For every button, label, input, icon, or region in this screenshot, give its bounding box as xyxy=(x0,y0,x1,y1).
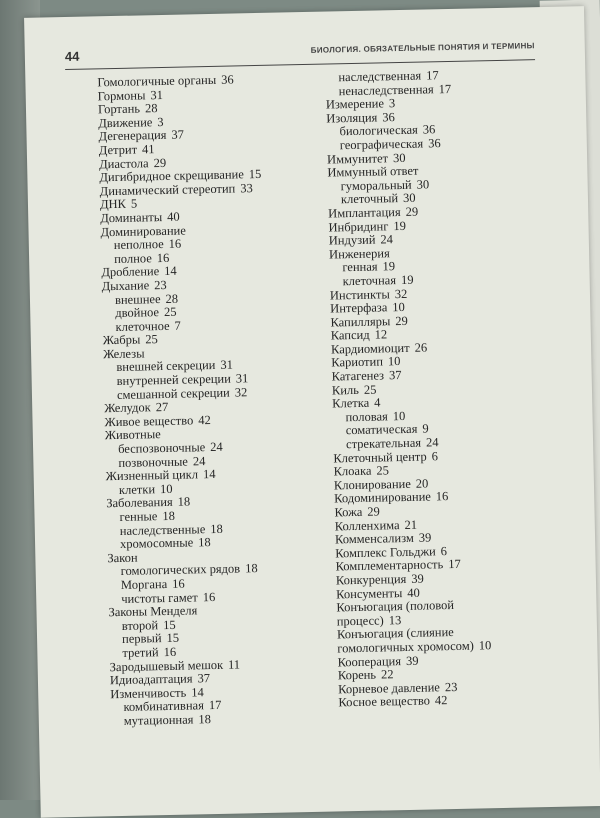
index-term: генная xyxy=(342,259,378,275)
index-term: комбинативная xyxy=(123,698,205,715)
index-page-number: 3 xyxy=(388,96,396,111)
index-term: Идиоадаптация xyxy=(109,671,193,688)
index-term: Иммунный ответ xyxy=(327,163,419,180)
index-term: Корневое давление xyxy=(338,680,441,697)
index-page-number: 24 xyxy=(425,435,439,450)
index-term: Имплантация xyxy=(328,204,401,221)
index-term: Движение xyxy=(98,114,153,131)
index-page-number: 10 xyxy=(392,300,405,315)
index-term: третий xyxy=(122,645,159,660)
index-term: Кооперация xyxy=(337,653,402,669)
index-page-number: 19 xyxy=(400,272,414,287)
index-page-number: 24 xyxy=(380,232,394,247)
index-term: Клоака xyxy=(333,463,372,479)
index-page-number: 36 xyxy=(382,109,395,125)
index-term: Колленхима xyxy=(334,517,400,534)
index-page-number: 18 xyxy=(198,712,212,727)
index-page-number: 16 xyxy=(172,576,185,591)
index-page-number: 29 xyxy=(395,313,408,328)
index-term: Гомологичные органы xyxy=(97,72,217,90)
index-term: наследственная xyxy=(338,68,422,85)
index-page-number: 7 xyxy=(174,318,181,333)
index-page-number: 4 xyxy=(374,395,381,410)
index-term: гомологичных хромосом) xyxy=(337,638,474,656)
index-term: Комплементарность xyxy=(335,557,444,574)
index-page-number: 10 xyxy=(392,408,406,424)
index-page-number: 18 xyxy=(162,508,176,524)
index-page-number: 25 xyxy=(363,382,377,397)
index-page-number: 3 xyxy=(157,114,164,129)
index-page-number: 37 xyxy=(171,127,185,143)
index-term: Живое вещество xyxy=(104,413,194,430)
index-term: внутренней секреции xyxy=(116,371,231,389)
index-page-number: 30 xyxy=(416,177,430,192)
index-page-number: 30 xyxy=(402,191,416,206)
index-term: Клетка xyxy=(332,395,370,411)
index-page-number: 36 xyxy=(422,122,436,137)
index-term: Комменсализм xyxy=(334,531,414,547)
index-term: клеточная xyxy=(342,273,397,289)
index-term: географическая xyxy=(339,136,424,153)
index-page-number: 31 xyxy=(235,371,249,386)
index-page-number: 14 xyxy=(202,467,216,482)
index-term: Иммунитет xyxy=(326,150,389,167)
index-term: Измерение xyxy=(325,96,385,112)
index-term: Косное вещество xyxy=(338,693,431,710)
index-term: Кардиомиоцит xyxy=(330,340,410,357)
index-page-number: 28 xyxy=(165,291,179,306)
index-term: ненаследственная xyxy=(338,81,434,98)
index-page-number: 16 xyxy=(168,236,182,252)
index-term: Катагенез xyxy=(331,368,385,384)
index-page-number: 40 xyxy=(167,209,180,224)
index-term: Заболевания xyxy=(106,495,173,511)
index-page-number: 25 xyxy=(376,463,390,478)
index-page-number: 23 xyxy=(444,679,458,694)
index-page-number: 25 xyxy=(145,332,158,347)
index-column-right xyxy=(325,67,578,711)
index-term: внешнее xyxy=(114,291,161,307)
index-term: соматическая xyxy=(345,422,418,438)
page-header xyxy=(65,37,535,70)
index-term: внешней секреции xyxy=(116,358,216,375)
index-term: Дегенерация xyxy=(98,128,167,144)
index-term: Капилляры xyxy=(330,313,391,330)
index-page-number: 32 xyxy=(394,286,408,301)
book-page xyxy=(24,6,600,818)
index-page-number: 10 xyxy=(387,354,401,369)
index-term: стрекательная xyxy=(345,435,422,452)
index-page-number: 31 xyxy=(150,87,164,102)
index-term: Доминирование xyxy=(100,223,186,239)
index-page-number: 27 xyxy=(155,400,169,415)
index-page-number: 17 xyxy=(438,81,452,96)
index-page-number: 18 xyxy=(210,521,223,536)
index-term: Животные xyxy=(104,427,161,443)
index-page-number: 18 xyxy=(177,494,191,510)
index-term: двойное xyxy=(115,305,160,321)
index-term: Кожа xyxy=(334,504,363,520)
index-term: Гормоны xyxy=(97,87,146,103)
index-term: биологическая xyxy=(339,123,418,139)
index-term: Железы xyxy=(102,346,145,362)
index-term: Закон xyxy=(107,550,138,566)
index-page-number: 42 xyxy=(198,412,211,428)
index-term: Инбридинг xyxy=(328,218,389,235)
index-page-number: 26 xyxy=(414,340,428,355)
index-page-number: 20 xyxy=(415,476,429,491)
index-page-number: 17 xyxy=(208,698,222,713)
index-term: Моргана xyxy=(120,576,168,592)
index-page-number: 29 xyxy=(153,155,167,170)
index-page-number: 10 xyxy=(159,481,173,496)
index-page-number: 39 xyxy=(411,571,424,586)
index-page-number: 18 xyxy=(244,561,258,576)
index-term: Корень xyxy=(337,667,377,683)
index-term: чистоты гамет xyxy=(121,589,198,606)
index-term: гомологических рядов xyxy=(120,561,241,579)
index-term: позвоночные xyxy=(118,454,189,470)
page-number: 44 xyxy=(64,48,80,65)
index-page-number: 29 xyxy=(405,204,419,219)
index-page-number: 15 xyxy=(248,167,262,182)
index-entry xyxy=(111,710,341,728)
index-term: клеточное xyxy=(115,318,170,334)
index-page-number: 33 xyxy=(240,180,253,196)
index-page-number: 18 xyxy=(198,535,211,550)
index-page-number: 23 xyxy=(154,277,167,293)
index-page-number: 39 xyxy=(405,653,419,668)
index-term: Дигибридное скрещивание xyxy=(99,167,244,185)
index-entry xyxy=(338,692,578,711)
index-page-number: 32 xyxy=(234,384,248,400)
index-page-number: 10 xyxy=(478,638,492,653)
index-page-number: 16 xyxy=(156,250,170,265)
index-page-number: 12 xyxy=(374,327,388,342)
index-page-number: 25 xyxy=(163,304,177,320)
index-term: Изменчивость xyxy=(110,685,187,701)
index-page-number: 37 xyxy=(197,671,211,686)
index-page-number: 17 xyxy=(448,557,461,572)
index-term: наследственные xyxy=(119,521,206,538)
index-page-number: 6 xyxy=(431,448,439,464)
index-term: беспозвоночные xyxy=(117,440,206,457)
index-term: Интерфаза xyxy=(330,300,388,316)
index-page-number: 28 xyxy=(144,101,158,116)
index-term: смешанной секреции xyxy=(116,385,230,402)
index-term: Желудок xyxy=(104,400,151,416)
index-page-number: 11 xyxy=(227,657,241,672)
index-term: ДНК xyxy=(99,197,127,212)
index-page-number: 30 xyxy=(392,150,406,165)
index-page-number: 15 xyxy=(166,631,180,646)
index-column-left xyxy=(97,72,341,729)
running-title: БИОЛОГИЯ. ОБЯЗАТЕЛЬНЫЕ ПОНЯТИЯ И ТЕРМИНЫ xyxy=(310,41,535,55)
index-page-number: 14 xyxy=(164,264,177,279)
index-term: хромосомные xyxy=(119,535,194,552)
index-term: Законы Менделя xyxy=(108,603,198,620)
index-term: генные xyxy=(119,509,158,524)
index-page-number: 17 xyxy=(426,68,439,83)
index-term: Клеточный центр xyxy=(333,449,427,466)
index-term: Кодоминирование xyxy=(334,489,432,506)
index-page-number: 9 xyxy=(422,421,429,437)
index-term: Комплекс Гольджи xyxy=(335,544,436,561)
index-page-number: 29 xyxy=(367,504,380,519)
index-page-number: 21 xyxy=(404,517,418,532)
index-page-number: 19 xyxy=(393,218,407,233)
index-page-number: 24 xyxy=(192,453,206,469)
index-page-number: 13 xyxy=(388,612,402,628)
index-term: Детрит xyxy=(98,142,138,158)
index-term: Консументы xyxy=(336,585,403,602)
index-term: Конкуренция xyxy=(335,571,407,588)
index-term: гуморальный xyxy=(340,177,412,194)
index-term: Гортань xyxy=(97,101,141,117)
index-page-number: 31 xyxy=(220,358,234,373)
index-term: мутационная xyxy=(123,712,194,728)
index-term: Инженерия xyxy=(328,245,390,262)
index-term: Индузий xyxy=(328,232,376,248)
index-term: Капсид xyxy=(330,327,370,343)
index-term: Конъюгация (слияние xyxy=(336,625,454,642)
index-term: Динамический стереотип xyxy=(99,181,236,199)
index-term: клетки xyxy=(118,482,156,497)
index-term: Кариотип xyxy=(331,354,384,370)
index-page-number: 41 xyxy=(141,142,155,157)
index-page-number: 36 xyxy=(427,136,441,151)
index-page-number: 16 xyxy=(202,589,216,604)
index-page-number: 6 xyxy=(440,543,448,559)
index-page-number: 39 xyxy=(418,530,432,545)
index-term: Конъюгация (половой xyxy=(336,598,455,615)
index-page-number: 36 xyxy=(221,72,234,87)
index-term: Инстинкты xyxy=(329,286,390,303)
index-page-number: 24 xyxy=(210,439,223,455)
index-page-number: 14 xyxy=(191,684,204,700)
index-term: Дробление xyxy=(101,264,160,280)
index-term: Клонирование xyxy=(333,476,411,493)
index-page-number: 40 xyxy=(407,585,420,600)
index-term: Зародышевый мешок xyxy=(109,657,224,674)
index-page-number: 5 xyxy=(130,196,138,212)
index-page-number: 16 xyxy=(163,644,177,660)
index-term: половая xyxy=(345,409,388,425)
index-page-number: 15 xyxy=(162,617,176,632)
index-page-number: 37 xyxy=(388,368,402,383)
index-page-number: 42 xyxy=(434,693,448,708)
index-term: второй xyxy=(121,617,159,633)
index-term: Жабры xyxy=(102,332,141,348)
index-term: полное xyxy=(113,250,152,266)
index-page-number: 16 xyxy=(435,489,449,504)
index-term: клеточный xyxy=(340,191,399,207)
index-term: Изоляция xyxy=(326,110,378,126)
index-term: Доминанты xyxy=(100,209,163,226)
index-term: процесс) xyxy=(336,613,384,629)
index-term: Дыхание xyxy=(101,278,150,294)
index-term: первый xyxy=(121,631,162,647)
index-term: Киль xyxy=(331,382,360,398)
index-term: Жизненный цикл xyxy=(105,467,199,484)
index-term: неполное xyxy=(113,237,164,253)
index-page-number: 19 xyxy=(382,259,396,274)
index-page-number: 22 xyxy=(380,667,394,682)
index-term: Диастола xyxy=(98,155,149,171)
